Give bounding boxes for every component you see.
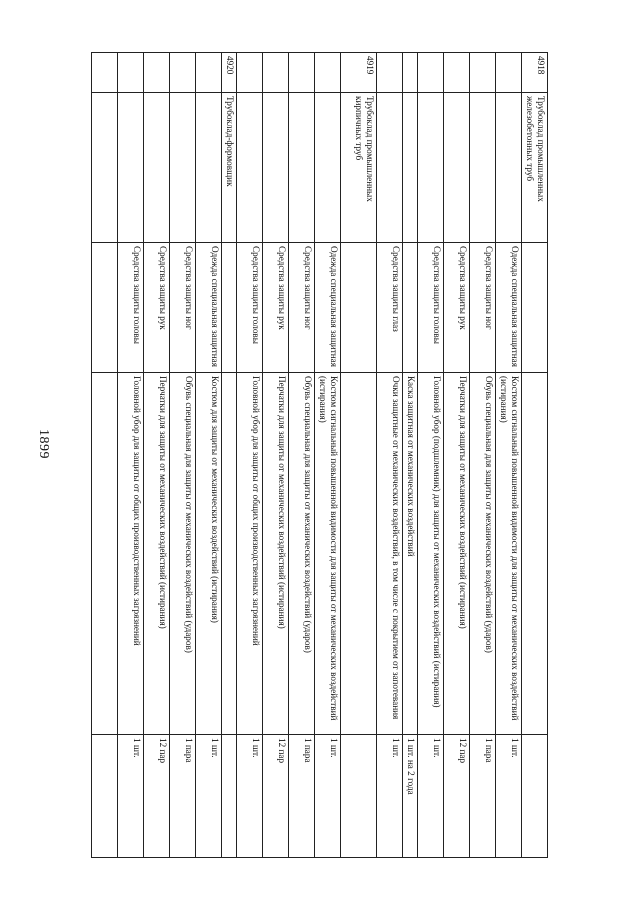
table-row xyxy=(444,53,470,858)
item-cell: Костюм сигнальный повышенной видимости для защиты от механических воздействий (истирания) xyxy=(496,373,522,735)
code-cell xyxy=(237,53,263,93)
norm-cell: 1 пара xyxy=(470,735,496,858)
table-row xyxy=(341,53,377,858)
code-cell: 4920 xyxy=(222,53,237,93)
item-cell xyxy=(222,373,237,735)
table-row xyxy=(237,53,263,858)
norm-cell xyxy=(222,735,237,858)
norm-cell xyxy=(522,735,548,858)
profession-cell xyxy=(237,93,263,243)
profession-cell xyxy=(377,93,403,243)
category-cell: Средства защиты головы xyxy=(118,243,144,373)
category-cell xyxy=(522,243,548,373)
profession-cell xyxy=(315,93,341,243)
item-cell: Костюм сигнальный повышенной видимости для защиты от механических воздействий (истирания) xyxy=(315,373,341,735)
profession-cell xyxy=(289,93,315,243)
table-row xyxy=(470,53,496,858)
ppe-norms-table xyxy=(91,52,548,858)
item-cell: Головной убор для защиты от общих производственных загрязнений xyxy=(237,373,263,735)
item-cell: Обувь специальная для защиты от механических воздействий (ударов) xyxy=(470,373,496,735)
category-cell: Средства защиты ног xyxy=(289,243,315,373)
category-cell xyxy=(341,243,377,373)
item-cell: Очки защитные от механических воздействий, в том числе с покрытием от запотевания xyxy=(377,373,403,735)
code-cell xyxy=(403,53,418,93)
profession-cell xyxy=(196,93,222,243)
code-cell xyxy=(92,53,118,93)
item-cell: Костюм для защиты от механических воздействий (истирания) xyxy=(196,373,222,735)
norm-cell: 1 шт. на 2 года xyxy=(403,735,418,858)
profession-cell xyxy=(92,93,118,243)
norm-cell: 1 шт. xyxy=(496,735,522,858)
category-cell xyxy=(92,243,118,373)
category-cell xyxy=(222,243,237,373)
category-cell: Средства защиты головы xyxy=(237,243,263,373)
table-row xyxy=(118,53,144,858)
item-cell xyxy=(92,373,118,735)
category-cell: Средства защиты глаз xyxy=(377,243,403,373)
table-row xyxy=(522,53,548,858)
code-cell xyxy=(144,53,170,93)
profession-cell xyxy=(470,93,496,243)
profession-cell: Трубоклад-формовщик xyxy=(222,93,237,243)
profession-cell xyxy=(144,93,170,243)
category-cell: Одежда специальная защитная xyxy=(196,243,222,373)
table-row xyxy=(196,53,222,858)
item-cell: Головной убор для защиты от общих производственных загрязнений xyxy=(118,373,144,735)
table-row xyxy=(418,53,444,858)
profession-cell xyxy=(418,93,444,243)
category-cell: Средства защиты рук xyxy=(444,243,470,373)
table-row xyxy=(263,53,289,858)
table-row xyxy=(92,53,118,858)
norm-cell: 1 шт. xyxy=(118,735,144,858)
profession-cell: Трубоклад промышленных железобетонных труб xyxy=(522,93,548,243)
item-cell xyxy=(522,373,548,735)
profession-cell: Трубоклад промышленных кирпичных труб xyxy=(341,93,377,243)
norm-cell: 12 пар xyxy=(263,735,289,858)
category-cell: Одежда специальная защитная xyxy=(315,243,341,373)
category-cell: Средства защиты рук xyxy=(144,243,170,373)
item-cell: Обувь специальная для защиты от механических воздействий (ударов) xyxy=(289,373,315,735)
item-cell: Перчатки для защиты от механических воздействий (истирания) xyxy=(144,373,170,735)
category-cell: Одежда специальная защитная xyxy=(496,243,522,373)
code-cell xyxy=(444,53,470,93)
table-row xyxy=(289,53,315,858)
category-cell: Средства защиты рук xyxy=(263,243,289,373)
norm-cell: 1 пара xyxy=(170,735,196,858)
table-row xyxy=(403,53,418,858)
norm-cell: 1 шт. xyxy=(237,735,263,858)
item-cell xyxy=(341,373,377,735)
category-cell: Средства защиты головы xyxy=(418,243,444,373)
norm-cell: 12 пар xyxy=(444,735,470,858)
table-row xyxy=(170,53,196,858)
item-cell: Перчатки для защиты от механических воздействий (истирания) xyxy=(263,373,289,735)
norm-cell xyxy=(341,735,377,858)
code-cell xyxy=(263,53,289,93)
code-cell xyxy=(470,53,496,93)
table-row xyxy=(144,53,170,858)
code-cell xyxy=(315,53,341,93)
table-body xyxy=(92,53,548,858)
profession-cell xyxy=(403,93,418,243)
code-cell xyxy=(118,53,144,93)
code-cell xyxy=(418,53,444,93)
table-row xyxy=(315,53,341,858)
profession-cell xyxy=(118,93,144,243)
profession-cell xyxy=(444,93,470,243)
norm-cell: 1 пара xyxy=(289,735,315,858)
profession-cell xyxy=(263,93,289,243)
profession-cell xyxy=(496,93,522,243)
profession-cell xyxy=(170,93,196,243)
code-cell xyxy=(196,53,222,93)
code-cell xyxy=(289,53,315,93)
code-cell: 4919 xyxy=(341,53,377,93)
code-cell xyxy=(377,53,403,93)
table-row xyxy=(377,53,403,858)
table-row xyxy=(222,53,237,858)
page-number: 1899 xyxy=(36,429,51,459)
norm-cell: 1 шт. xyxy=(418,735,444,858)
category-cell xyxy=(403,243,418,373)
norm-cell: 1 шт. xyxy=(377,735,403,858)
norm-cell: 1 шт. xyxy=(315,735,341,858)
category-cell: Средства защиты ног xyxy=(170,243,196,373)
norm-cell: 1 шт. xyxy=(196,735,222,858)
item-cell: Головной убор (подшлемник) для защиты от механических воздействий (истирания) xyxy=(418,373,444,735)
code-cell: 4918 xyxy=(522,53,548,93)
item-cell: Перчатки для защиты от механических воздействий (истирания) xyxy=(444,373,470,735)
category-cell: Средства защиты ног xyxy=(470,243,496,373)
item-cell: Каска защитная от механических воздействий xyxy=(403,373,418,735)
norm-cell xyxy=(92,735,118,858)
item-cell: Обувь специальная для защиты от механических воздействий (ударов) xyxy=(170,373,196,735)
table-row xyxy=(496,53,522,858)
norm-cell: 12 пар xyxy=(144,735,170,858)
code-cell xyxy=(496,53,522,93)
code-cell xyxy=(170,53,196,93)
